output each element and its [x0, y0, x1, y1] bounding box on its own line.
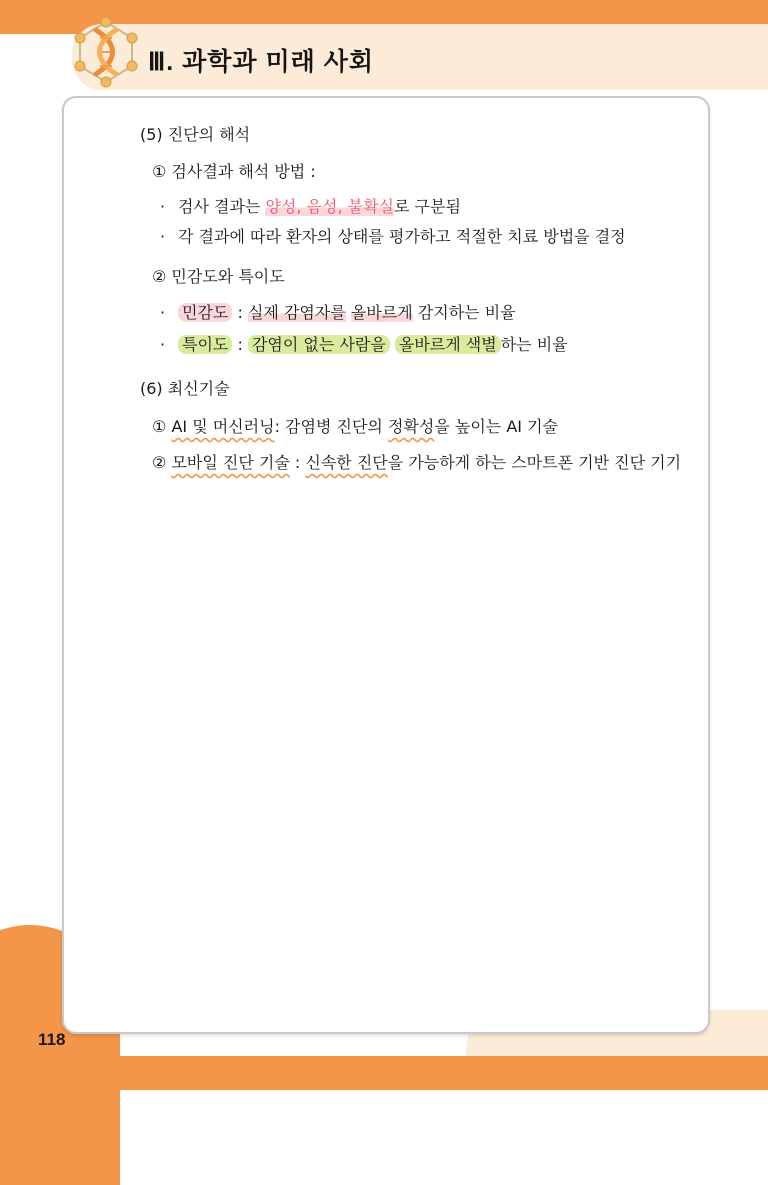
section-5-1-bullet-2: · 각 결과에 따라 환자의 상태를 평가하고 적절한 치료 방법을 결정 [160, 227, 626, 246]
section-5-2-bullet-2: · 특이도 : 감염이 없는 사람을 올바르게 색별 하는 비율 [160, 335, 568, 354]
dna-molecule-icon [70, 16, 142, 88]
section-6-item-1 [152, 416, 558, 438]
section-5-2-bullet-1: · 민감도 : 실제 감염자를 올바르게 감지하는 비율 [160, 303, 516, 322]
definition-text: 감지하는 비율 [417, 303, 516, 322]
definition-text: 올바르게 색별 [395, 335, 501, 354]
rapid-diagnosis-word: 신속한 진단 [305, 453, 388, 472]
bullet-text: 검사 결과는 [178, 197, 261, 216]
definition-text: 올바르게 [350, 303, 413, 322]
bottom-orange-band [0, 1056, 768, 1090]
section-5-2-title: ② 민감도와 특이도 [152, 267, 285, 286]
definition-text: 하는 비율 [500, 335, 568, 354]
section-5-1-bullet-1: · 검사 결과는 양성, 음성, 불확실로 구분됨 [160, 197, 461, 216]
definition-text: 감염이 없는 사람을 [248, 335, 390, 354]
bullet-text: 로 구분됨 [394, 197, 461, 216]
accuracy-word: 정확성 [387, 417, 435, 436]
separator: : [237, 303, 243, 322]
page-number: 118 [38, 1030, 66, 1049]
sensitivity-term: 민감도 [178, 303, 232, 322]
ai-ml-term: AI 및 머신러닝 [171, 417, 275, 436]
result-types-text: 양성, 음성, 불확실 [265, 197, 395, 216]
section-5-title: (5) 진단의 해석 [140, 125, 251, 144]
definition-text: 실제 감염자를 [247, 303, 346, 322]
item-number: ① [152, 417, 167, 436]
definition-text: 감염병 진단의 [285, 417, 383, 436]
separator: : [274, 417, 280, 436]
bullet-text: 각 결과에 따라 환자의 상태를 평가하고 적절한 치료 방법을 결정 [178, 227, 626, 246]
section-6-title: (6) 최신기술 [140, 379, 230, 398]
separator: : [237, 335, 243, 354]
mobile-diagnosis-term: 모바일 진단 기술 [171, 453, 290, 472]
item-number: ② [152, 453, 167, 472]
definition-text: 을 높이는 AI 기술 [434, 417, 559, 436]
section-5-1-title: ① 검사결과 해석 방법 : [152, 162, 316, 181]
specificity-term: 특이도 [178, 335, 232, 354]
separator: : [294, 453, 301, 472]
section-6-item-2 [152, 452, 681, 474]
definition-text: 을 가능하게 하는 스마트폰 기반 진단 기기 [387, 453, 682, 472]
chapter-title: Ⅲ. 과학과 미래 사회 [148, 48, 375, 76]
